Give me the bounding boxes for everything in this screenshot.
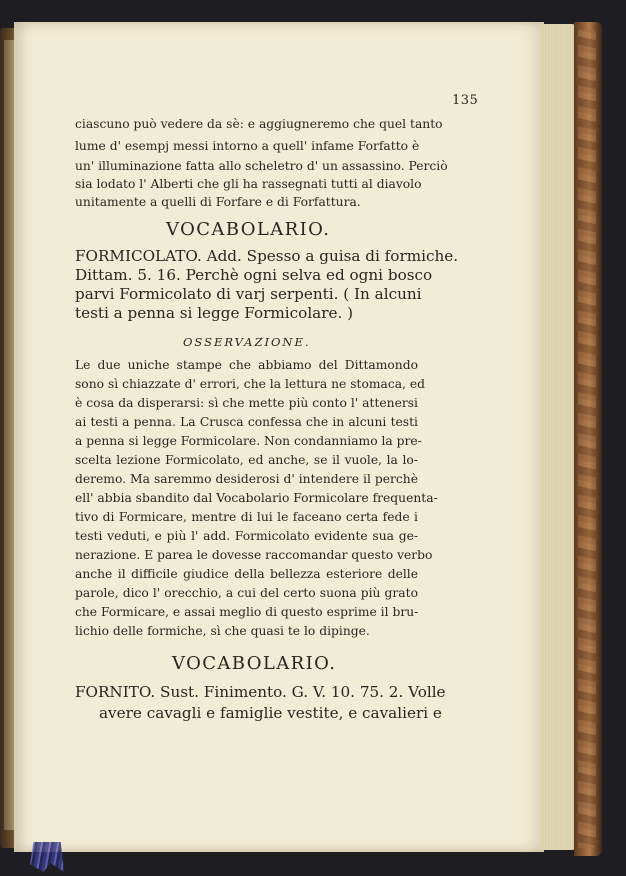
text-line: anche il difficile giudice della bellezza esteriore delle: [75, 567, 418, 581]
text-line: che Formicare, e assai meglio di questo esprime il bru-: [75, 605, 419, 619]
text-line: un' illuminazione fatta allo scheletro d' un assassino. Perciò: [75, 159, 448, 173]
entry-line: FORMICOLATO. Add. Spesso a guisa di formiche.: [75, 247, 459, 265]
text-line: lume d' esempj messi intorno a quell' infame Forfatto è: [75, 139, 420, 153]
text-line: sono sì chiazzate d' errori, che la lettura ne stomaca, ed: [75, 377, 426, 391]
text-line: unitamente a quelli di Forfare e di Forfattura.: [75, 195, 361, 209]
text-line: è cosa da disperarsi: sì che mette più conto l' attenersi: [75, 396, 418, 410]
text-line: testi veduti, e più l' add. Formicolato evidente sua ge-: [75, 529, 418, 543]
text-line: tivo di Formicare, mentre di lui le faceano certa fede i: [75, 510, 418, 524]
bookmark-ribbon: [30, 842, 64, 872]
section-heading: VOCABOLARIO.: [166, 219, 331, 240]
entry-line: testi a penna si legge Formicolare. ): [75, 304, 354, 322]
text-line: scelta lezione Formicolato, ed anche, se il vuole, la lo-: [75, 453, 418, 467]
text-line: ai testi a penna. La Crusca confessa che in alcuni testi: [75, 415, 418, 429]
text-line: lichio delle formiche, sì che quasi te lo dipinge.: [75, 624, 370, 638]
left-cover-edge: [4, 40, 14, 830]
section-heading: VOCABOLARIO.: [172, 653, 337, 674]
text-line: ell' abbia sbandito dal Vocabolario Formicolare frequenta-: [75, 491, 438, 505]
entry-line: avere cavagli e famiglie vestite, e cavalieri e: [99, 704, 442, 722]
text-line: ciascuno può vedere da sè: e aggiugneremo che quel tanto: [75, 117, 443, 131]
page-number: 135: [452, 93, 479, 108]
page-edges: [540, 24, 576, 850]
text-line: a penna si legge Formicolare. Non condanniamo la pre-: [75, 434, 422, 448]
text-line: Le due uniche stampe che abbiamo del Dittamondo: [75, 358, 418, 372]
text-line: parole, dico l' orecchio, a cui del certo suona più grato: [75, 586, 418, 600]
text-line: nerazione. E parea le dovesse raccomandar questo verbo: [75, 548, 433, 562]
entry-line: FORNITO. Sust. Finimento. G. V. 10. 75. 2. Volle: [75, 683, 446, 701]
text-line: sia lodato l' Alberti che gli ha rassegnati tutti al diavolo: [75, 177, 422, 191]
subheading: OSSERVAZIONE.: [183, 335, 311, 349]
entry-line: Dittam. 5. 16. Perchè ogni selva ed ogni bosco: [75, 266, 433, 284]
marbled-cover-edge: [578, 30, 596, 848]
text-line: deremo. Ma saremmo desiderosi d' intendere il perchè: [75, 472, 418, 486]
entry-line: parvi Formicolato di varj serpenti. ( In alcuni: [75, 285, 422, 303]
